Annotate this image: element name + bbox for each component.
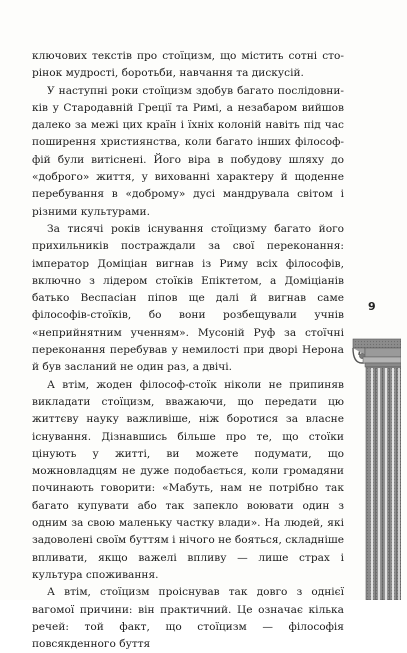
paragraph-3: За тисячі років існування стоїцизму багато його прихильників постраждали за свої переконання: імператор Доміціан вигнав із Риму всіх філософів, включно з лідером стоїків Епіктетом, а Доміціанів батько Веспасіан піпов ще далі й вигнав саме філософів-стоїків, бо вони розбещували учнів «неприйнятним ученням». Мусоній Руф за стоїчні переконання перебував у немилості при дворі Нерона й був засланий не один раз, а двічі. [32, 222, 344, 374]
paragraph-4: А втім, жоден філософ-стоїк ніколи не припиняв викладати стоїцизм, вважаючи, що передати цю життєву науку важливіше, ніж боротися за власне існування. Дізнавшись більше про те, що стоїки цінують у житті, ви можете подумати, що можновладцям не дуже подобається, коли громадяни починають говорити: «Мабуть, нам не потрібно так багато купувати або так запекло воювати один з одним за свою маленьку частку влади». На людей, які задоволені своїм буттям і нічого не бояться, складніше впливати, якщо важелі впливу — лише страх і культура споживання. [32, 378, 344, 581]
paragraph-1: ключових текстів про стоїцизм, що містить сотні сторінок мудрості, боротьби, навчання та дискусій. [32, 50, 344, 80]
page-number: 9 [368, 300, 376, 313]
ionic-column-icon [351, 337, 401, 600]
body-text [32, 48, 344, 653]
paragraph-2: У наступні роки стоїцизм здобув багато послідовників у Стародавній Греції та Римі, а незабаром вийшов далеко за межі цих країн і їхніх колоній навіть під час поширення християнства, коли багато інших філософфій були витіснені. Його віра в побудову шляху до «доброго» життя, у вихованні характеру й щоденне перебування в «доброму» дусі мандрувала світом і різними культурами. [32, 84, 344, 218]
paragraph-5: А втім, стоїцизм проіснував так довго з однієї вагомої причини: він практичний. Це означає кілька речей: той факт, що стоїцизм — філософія повсякденного буття [32, 586, 344, 651]
